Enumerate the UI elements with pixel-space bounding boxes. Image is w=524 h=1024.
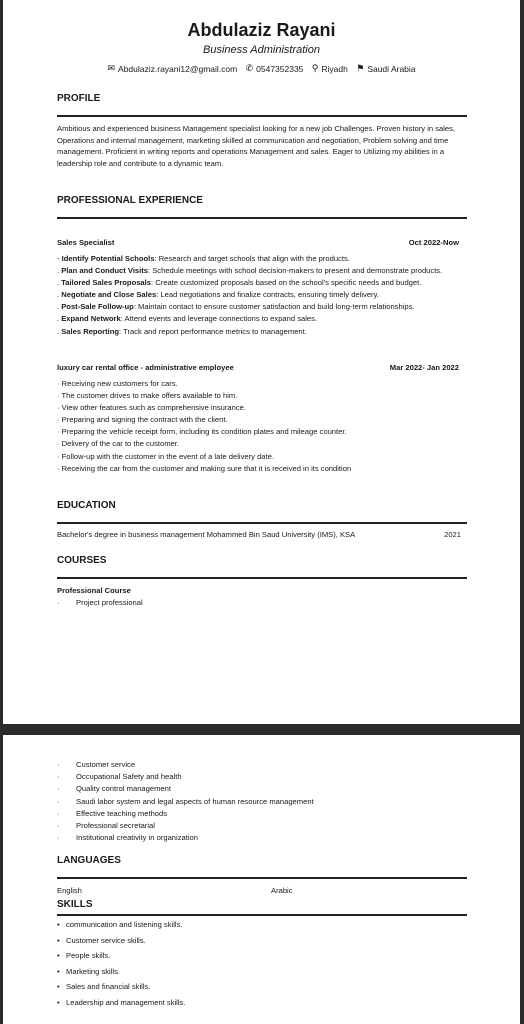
city-text: Riyadh <box>321 63 348 74</box>
duty-text: : Track and report performance metrics to management. <box>119 326 307 336</box>
degree-text: Bachelor's degree in business management Mohammed Bin Saud University (IMS), KSA <box>57 530 356 539</box>
duty-heading: Tailored Sales Proposals <box>61 278 151 288</box>
job-title-2: luxury car rental office - administrative employee <box>57 363 234 372</box>
duty-text: : Schedule meetings with school decision-makers to present and demonstrate products. <box>148 266 443 276</box>
duty-heading: Expand Network <box>61 314 121 324</box>
duty-heading: Sales Reporting <box>61 326 120 336</box>
duty-item <box>57 265 477 277</box>
skills-divider <box>57 914 467 916</box>
duty-text: : Maintain contact to ensure customer satisfaction and build long-term relationships. <box>133 302 415 312</box>
phone-icon: ✆ <box>245 63 254 73</box>
candidate-name: Abdulaziz Rayani <box>187 20 336 40</box>
skills-heading: SKILLS <box>57 899 93 910</box>
course-group-title: Professional Course <box>57 586 131 595</box>
profile-text: Ambitious and experienced business Management specialist looking for a new job Challenges. Proven history in sales, Operations and internal management, marketing skilled at communication and negotiation, Problem solving and time management. Proficient in writing reports and operations Management and sales. Eager to Utilizing my abilities in a leadership role and contribute to a dynamic team. <box>57 124 456 168</box>
contact-bar <box>3 63 520 74</box>
graduation-year: 2021 <box>444 530 461 539</box>
job-date-1: Oct 2022-Now <box>408 238 459 247</box>
profile-heading: PROFILE <box>57 93 101 104</box>
language-english: English <box>57 886 82 895</box>
duty-bullet: - <box>57 254 62 263</box>
education-divider <box>57 522 467 524</box>
duty-item <box>57 301 477 313</box>
skill-item: • Leadership and management skills. <box>57 995 185 1011</box>
duty-text: : Lead negotiations and finalize contracts, ensuring timely delivery. <box>156 290 379 300</box>
languages-divider <box>57 877 467 879</box>
location-pin-icon: ⚲ <box>311 63 319 73</box>
duty-text: : Research and target schools that align with the products. <box>154 254 350 263</box>
duty-heading: Negotiate and Close Sales <box>61 290 157 300</box>
duty-bullet: . <box>57 326 62 336</box>
experience-heading: PROFESSIONAL EXPERIENCE <box>57 195 203 206</box>
skill-item: • Marketing skills. <box>57 964 185 980</box>
duty-item: · Follow-up with the customer in the event of a late delivery date. <box>57 451 274 461</box>
duty-item <box>57 326 477 338</box>
duty-text: : Attend events and leverage connections to expand sales. <box>120 314 318 324</box>
envelope-icon: ✉ <box>107 63 116 73</box>
duty-bullet: . <box>57 266 62 276</box>
duty-bullet: . <box>57 302 62 312</box>
courses-divider <box>57 577 467 579</box>
skill-item: • Sales and financial skills. <box>57 979 185 995</box>
duty-bullet: . <box>57 290 62 300</box>
languages-heading: LANGUAGES <box>57 855 121 866</box>
job-title-1: Sales Specialist <box>57 238 115 247</box>
skills-list <box>57 917 185 1010</box>
resume-page-1 <box>3 0 520 724</box>
duty-heading: Post-Sale Follow-up <box>61 302 134 312</box>
course-item: · Effective teaching methods <box>57 808 314 820</box>
candidate-title: Business Administration <box>203 44 320 56</box>
duty-item: · Preparing the vehicle receipt form, including its condition plates and mileage counter. <box>57 427 347 437</box>
course-item: · Institutional creativity in organization <box>57 832 314 844</box>
duty-bullet: . <box>57 314 62 324</box>
job-date-2: Mar 2022- Jan 2022 <box>389 363 459 372</box>
duty-item: · Preparing and signing the contract with the client. <box>57 415 228 425</box>
profile-divider <box>57 115 467 117</box>
duty-item: · Receiving the car from the customer and making sure that it is received in its condition <box>57 463 352 473</box>
resume-page-2 <box>3 735 520 1024</box>
language-arabic: Arabic <box>271 886 293 895</box>
course-item: · Customer service <box>57 759 314 771</box>
email-text[interactable]: Abdulaziz.rayani12@gmail.com <box>118 63 238 74</box>
phone-text[interactable]: 0547352335 <box>256 63 304 74</box>
education-entry <box>57 530 461 539</box>
duty-item: · The customer drives to make offers available to him. <box>57 391 238 401</box>
course-item: · Quality control management <box>57 783 314 795</box>
duty-heading: Plan and Conduct Visits <box>61 266 149 276</box>
skill-item: • communication and listening skills. <box>57 917 185 933</box>
duty-item <box>57 289 477 301</box>
course-item: · Saudi labor system and legal aspects of human resource management <box>57 796 314 808</box>
course-list-page2 <box>57 759 314 844</box>
duty-text: : Create customized proposals based on the school's specific needs and budget. <box>151 278 422 288</box>
job-2-duties <box>57 378 477 475</box>
flag-icon: ⚑ <box>356 63 365 73</box>
skill-item: • People skills. <box>57 948 185 964</box>
job-1-duties <box>57 253 477 338</box>
education-heading: EDUCATION <box>57 500 116 511</box>
course-item: · Professional secretarial <box>57 820 314 832</box>
duty-item: · Delivery of the car to the customer. <box>57 439 179 449</box>
duty-heading: Identify Potential Schools <box>61 254 155 263</box>
experience-divider <box>57 217 467 219</box>
duty-item <box>57 253 477 265</box>
country-text: Saudi Arabia <box>367 63 416 74</box>
duty-item <box>57 313 477 325</box>
skill-item: • Customer service skills. <box>57 933 185 949</box>
course-item: · Project professional <box>57 597 143 609</box>
course-item: · Occupational Safety and health <box>57 771 314 783</box>
course-list-page1 <box>57 597 143 609</box>
duty-item: · Receiving new customers for cars. <box>57 379 178 388</box>
duty-item <box>57 277 477 289</box>
duty-bullet: . <box>57 278 62 288</box>
courses-heading: COURSES <box>57 555 107 566</box>
duty-item: · View other features such as comprehensive insurance. <box>57 403 246 413</box>
